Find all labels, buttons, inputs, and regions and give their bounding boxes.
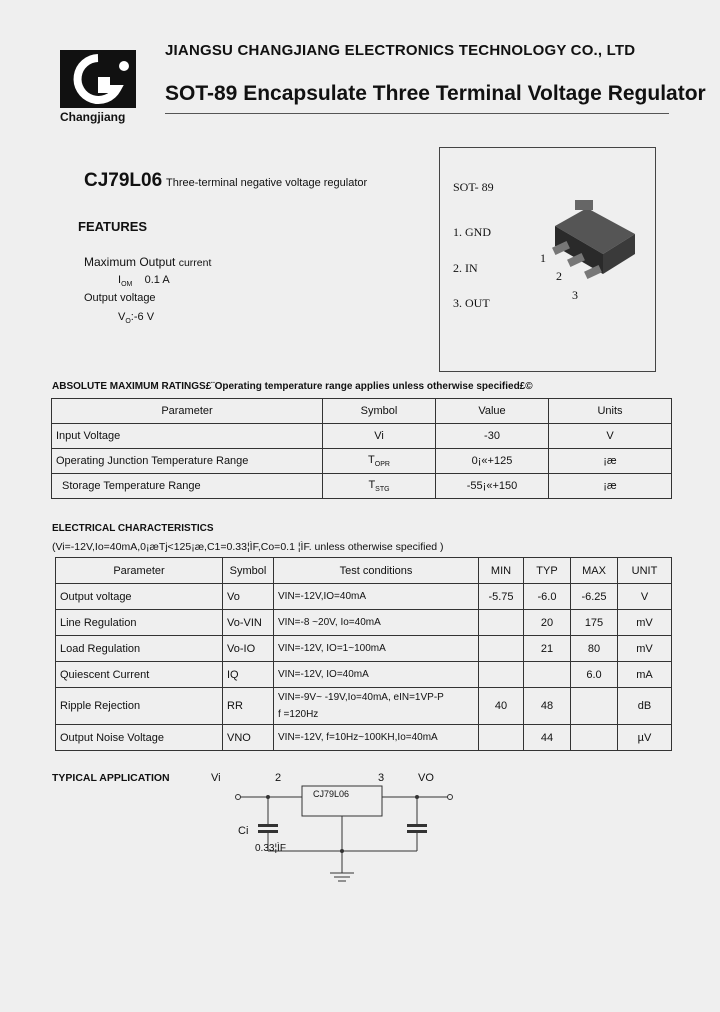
amr-col-value: Value xyxy=(436,399,549,424)
ec-param: Output voltage xyxy=(56,584,223,610)
ec-unit: mA xyxy=(618,662,672,688)
ec-symbol: Vo-VIN xyxy=(223,610,274,636)
table-row xyxy=(56,610,672,636)
ec-conditions: (Vi=-12V,Io=40mA,0¡æTj<125¡æ,C1=0.33¦ÌF,Co=0.1 ¦ÌF. unless otherwise specified ) xyxy=(52,541,444,553)
ec-param: Line Regulation xyxy=(56,610,223,636)
ec-col-max: MAX xyxy=(571,558,618,584)
amr-symbol: $T_{STG}$ xyxy=(323,474,436,499)
table-row xyxy=(56,636,672,662)
ec-typ: 44 xyxy=(524,725,571,751)
application-circuit xyxy=(230,785,460,885)
features-heading: FEATURES xyxy=(78,219,148,234)
ec-typ: 21 xyxy=(524,636,571,662)
feature-vo: $V_O:-6$ V xyxy=(118,311,155,326)
pin2-label: 2. IN xyxy=(453,261,478,275)
circuit-vi-label: Vi xyxy=(211,772,221,784)
ec-conditions-cell: VIN=-12V, IO=40mA xyxy=(274,662,479,688)
lead-3-label: 3 xyxy=(572,288,578,302)
title-divider xyxy=(165,113,669,114)
ec-symbol: VNO xyxy=(223,725,274,751)
ec-min: 40 xyxy=(479,688,524,725)
table-row xyxy=(56,688,672,725)
circuit-vo-label: VO xyxy=(418,772,434,784)
pin1-label: 1. GND xyxy=(453,225,491,239)
ec-conditions-cell: VIN=-8 ~20V, Io=40mA xyxy=(274,610,479,636)
company-name: JIANGSU CHANGJIANG ELECTRONICS TECHNOLOGY CO., LTD xyxy=(165,42,636,59)
ec-param: Output Noise Voltage xyxy=(56,725,223,751)
part-description: Three-terminal negative voltage regulator xyxy=(166,177,368,189)
table-row xyxy=(56,725,672,751)
amr-header-row xyxy=(52,399,672,424)
ec-typ: 20 xyxy=(524,610,571,636)
ec-heading: ELECTRICAL CHARACTERISTICS xyxy=(52,523,214,534)
lead-1-label: 1 xyxy=(540,251,546,265)
ec-col-unit: UNIT xyxy=(618,558,672,584)
ec-conditions-cell: VIN=-9V~ -19V,Io=40mA, eIN=1VP-P f =120Hz xyxy=(274,688,479,725)
table-row xyxy=(52,424,672,449)
ec-typ: 48 xyxy=(524,688,571,725)
ec-min xyxy=(479,636,524,662)
amr-param: Operating Junction Temperature Range xyxy=(52,449,323,474)
ec-col-symbol: Symbol xyxy=(223,558,274,584)
amr-symbol: Vi xyxy=(323,424,436,449)
ec-max: -6.25 xyxy=(571,584,618,610)
table-row xyxy=(52,449,672,474)
amr-units: ¡æ xyxy=(549,449,672,474)
ec-col-parameter: Parameter xyxy=(56,558,223,584)
ec-max: 80 xyxy=(571,636,618,662)
package-name: SOT- 89 xyxy=(453,180,494,194)
circuit-ci-label: Ci xyxy=(238,825,249,837)
ec-param: Quiescent Current xyxy=(56,662,223,688)
amr-value: -30 xyxy=(436,424,549,449)
logo-name: Changjiang xyxy=(60,110,126,124)
amr-units: V xyxy=(549,424,672,449)
ec-col-conditions: Test conditions xyxy=(274,558,479,584)
sot89-package-drawing xyxy=(535,198,650,308)
feature-iom: $I_{OM}$ 0.1 A xyxy=(118,274,170,289)
amr-symbol: $T_{OPR}$ xyxy=(323,449,436,474)
ec-unit: mV xyxy=(618,610,672,636)
changjiang-logo xyxy=(58,48,138,110)
amr-table xyxy=(51,398,672,499)
table-row xyxy=(52,474,672,499)
ec-min xyxy=(479,610,524,636)
ec-conditions-cell: VIN=-12V, IO=1~100mA xyxy=(274,636,479,662)
table-row xyxy=(56,584,672,610)
ec-header-row xyxy=(56,558,672,584)
ec-symbol: Vo xyxy=(223,584,274,610)
ec-max xyxy=(571,725,618,751)
ec-table xyxy=(55,557,672,751)
ec-min: -5.75 xyxy=(479,584,524,610)
table-row xyxy=(56,662,672,688)
ec-symbol: RR xyxy=(223,688,274,725)
ec-symbol: IQ xyxy=(223,662,274,688)
ec-param: Load Regulation xyxy=(56,636,223,662)
feature-max-output: Maximum Output current xyxy=(84,255,212,269)
ec-symbol: Vo-IO xyxy=(223,636,274,662)
amr-heading: ABSOLUTE MAXIMUM RATINGS£¨Operating temperature range applies unless otherwise specified£© xyxy=(52,381,533,392)
ec-unit: µV xyxy=(618,725,672,751)
ec-max xyxy=(571,688,618,725)
circuit-chip-label: CJ79L06 xyxy=(313,789,350,799)
ec-col-min: MIN xyxy=(479,558,524,584)
amr-col-parameter: Parameter xyxy=(52,399,323,424)
amr-param: Storage Temperature Range xyxy=(52,474,323,499)
document-title: SOT-89 Encapsulate Three Terminal Voltage Regulator xyxy=(165,82,706,105)
circuit-pin3-label: 3 xyxy=(378,772,385,784)
amr-value: -55¡«+150 xyxy=(436,474,549,499)
ec-max: 175 xyxy=(571,610,618,636)
amr-col-units: Units xyxy=(549,399,672,424)
ec-min xyxy=(479,662,524,688)
circuit-pin2-label: 2 xyxy=(275,772,282,784)
ec-col-typ: TYP xyxy=(524,558,571,584)
feature-output-voltage: Output voltage xyxy=(84,292,156,304)
circuit-ci-value: 0.33¦ÌF xyxy=(255,843,286,854)
package-box xyxy=(439,147,656,372)
part-number: CJ79L06 xyxy=(84,170,163,191)
amr-units: ¡æ xyxy=(549,474,672,499)
amr-param: Input Voltage xyxy=(52,424,323,449)
amr-col-symbol: Symbol xyxy=(323,399,436,424)
ec-typ xyxy=(524,662,571,688)
amr-value: 0¡«+125 xyxy=(436,449,549,474)
ec-param: Ripple Rejection xyxy=(56,688,223,725)
ec-min xyxy=(479,725,524,751)
ec-conditions-cell: VIN=-12V, f=10Hz~100KH,Io=40mA xyxy=(274,725,479,751)
ec-conditions-cell: VIN=-12V,IO=40mA xyxy=(274,584,479,610)
application-heading: TYPICAL APPLICATION xyxy=(52,772,170,784)
ec-unit: dB xyxy=(618,688,672,725)
lead-2-label: 2 xyxy=(556,269,562,283)
ec-unit: mV xyxy=(618,636,672,662)
pin3-label: 3. OUT xyxy=(453,296,490,310)
ec-max: 6.0 xyxy=(571,662,618,688)
ec-typ: -6.0 xyxy=(524,584,571,610)
ec-unit: V xyxy=(618,584,672,610)
